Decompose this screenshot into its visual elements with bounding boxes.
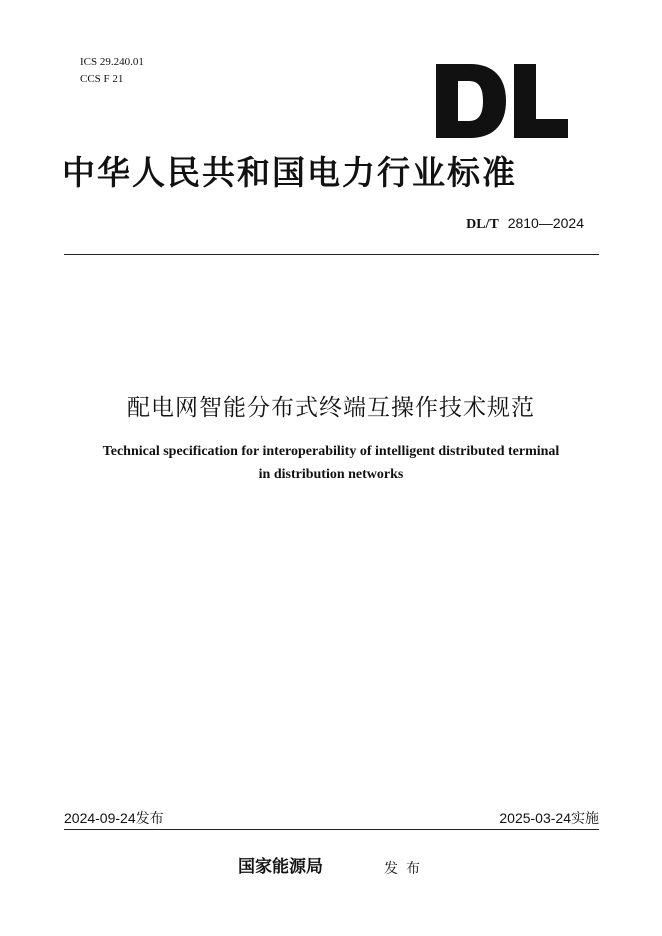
standard-number-value: 2810—2024 [507, 215, 584, 231]
document-title-chinese: 配电网智能分布式终端互操作技术规范 [127, 395, 535, 421]
bottom-divider [64, 829, 599, 830]
ics-code: ICS 29.240.01 [80, 56, 144, 68]
issue-date: 2024-09-24发布 [64, 810, 164, 826]
document-title-english-line1: Technical specification for interoperability of intelligent distributed terminal [102, 444, 560, 459]
standard-number [466, 214, 584, 234]
ccs-code: CCS F 21 [80, 73, 124, 85]
issuing-authority: 国家能源局 [238, 857, 323, 877]
standard-number-prefix: DL/T [466, 217, 499, 232]
document-title-english-line2: in distribution networks [258, 467, 404, 482]
implementation-date: 2025-03-24实施 [499, 810, 599, 826]
top-divider [64, 254, 599, 255]
issue-label: 发布 [384, 861, 428, 877]
dl-logo [436, 64, 568, 138]
standard-category-title: 中华人民共和国电力行业标准 [62, 153, 517, 192]
